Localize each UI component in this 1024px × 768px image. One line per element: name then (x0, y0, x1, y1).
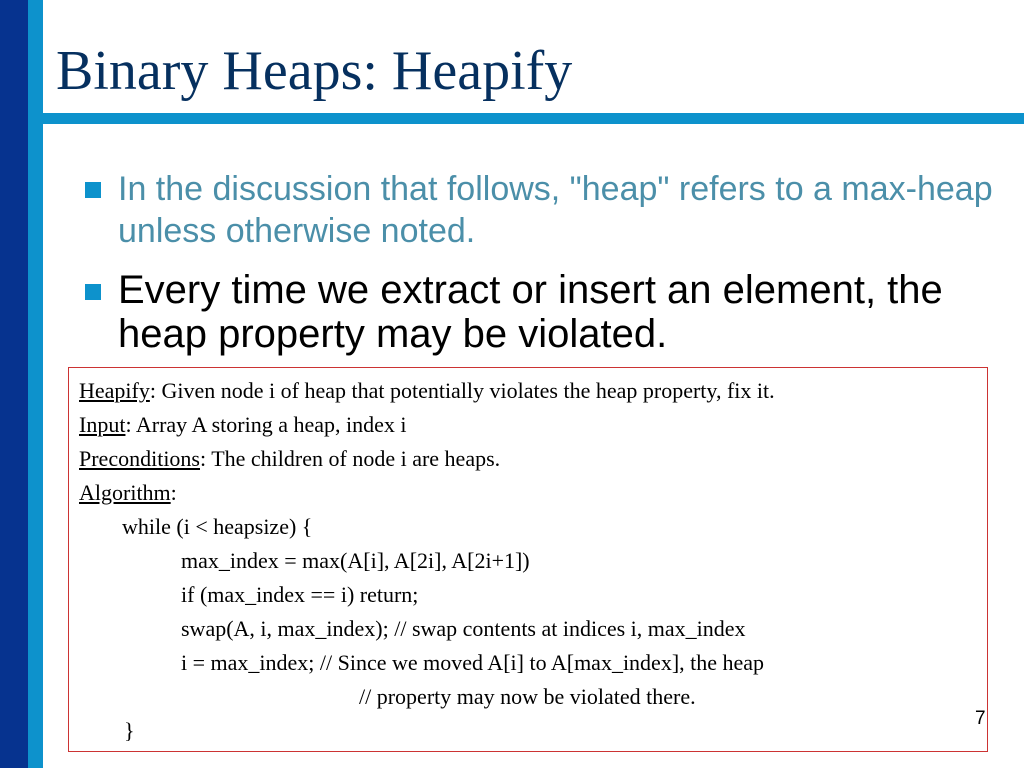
square-bullet-icon (85, 182, 101, 198)
heapify-text: : Given node i of heap that potentially violates the heap property, fix it. (149, 378, 775, 403)
left-accent-bar-light (28, 0, 43, 768)
input-label: Input (79, 412, 126, 437)
preconditions-line (79, 446, 500, 472)
code-line-swap: swap(A, i, max_index); // swap contents at indices i, max_index (181, 616, 746, 641)
title-underline-rule (43, 113, 1024, 124)
bullet-item-heap-violation (80, 268, 1000, 356)
left-accent-bar-dark (0, 0, 28, 768)
code-line-comment: // property may now be violated there. (359, 684, 696, 709)
bullet-item-heap-definition (80, 168, 1000, 252)
slide-number: 7 (975, 708, 986, 729)
heapify-definition-line (79, 378, 775, 404)
bullet-list (80, 168, 1000, 356)
code-line-max-index: max_index = max(A[i], A[2i], A[2i+1]) (181, 548, 530, 573)
square-bullet-icon (85, 284, 101, 300)
code-line-close-brace: } (124, 718, 135, 743)
heapify-algorithm-box (68, 367, 988, 752)
preconditions-text: : The children of node i are heaps. (200, 446, 501, 471)
slide-title: Binary Heaps: Heapify (56, 40, 573, 102)
bullet-text: Every time we extract or insert an element, the heap property may be violated. (118, 268, 943, 356)
algorithm-heading-line (79, 480, 177, 506)
algorithm-colon: : (170, 480, 177, 505)
input-line (79, 412, 407, 438)
code-line-return: if (max_index == i) return; (181, 582, 419, 607)
code-line-assign: i = max_index; // Since we moved A[i] to A[max_index], the heap (181, 650, 765, 675)
bullet-text: In the discussion that follows, "heap" refers to a max-heap unless otherwise noted. (118, 170, 993, 250)
heapify-label: Heapify (79, 378, 150, 403)
algorithm-label: Algorithm (79, 480, 171, 505)
code-line-while: while (i < heapsize) { (122, 514, 313, 539)
input-text: : Array A storing a heap, index i (125, 412, 407, 437)
preconditions-label: Preconditions (79, 446, 200, 471)
